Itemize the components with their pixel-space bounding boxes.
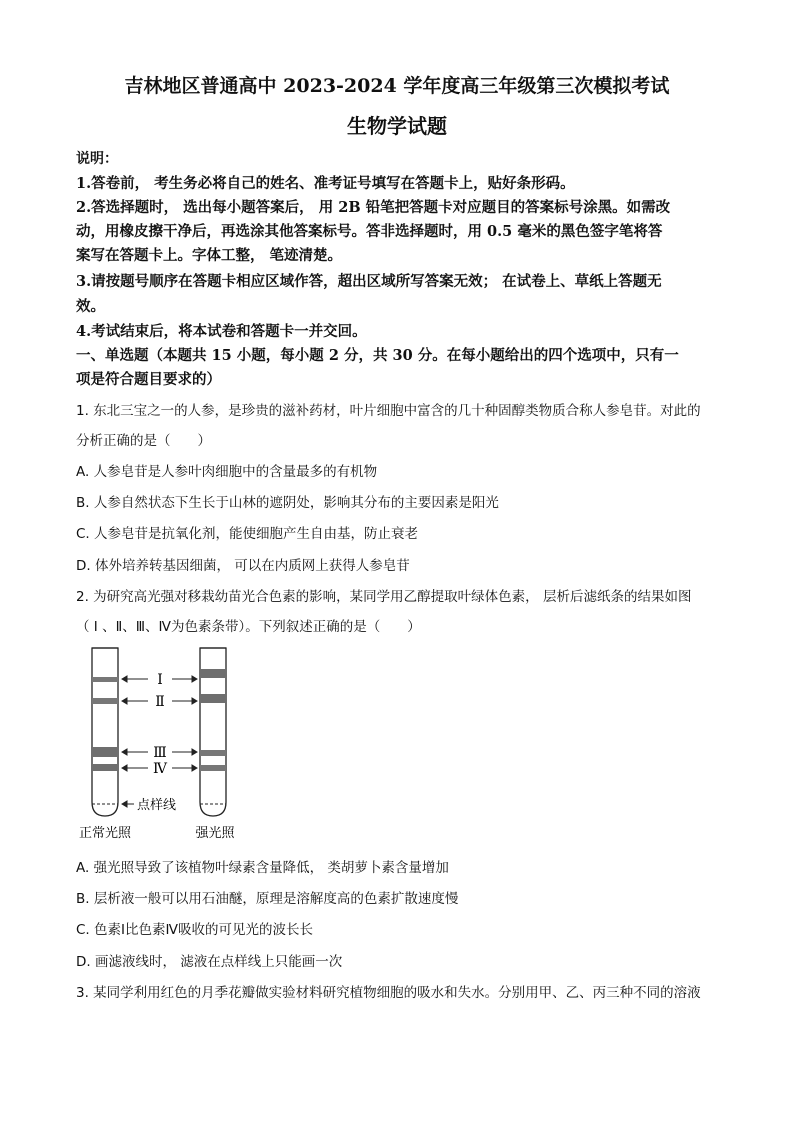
strip-normal-light: [92, 648, 118, 816]
instructions-heading: 说明：: [76, 151, 118, 167]
band-label-4: Ⅳ: [153, 761, 167, 777]
instruction-line: 4.考试结束后，将本试卷和答题卡一并交回。: [76, 323, 367, 340]
origin-line-label: 点样线: [137, 798, 177, 813]
exam-subtitle: 生物学试题: [347, 114, 447, 138]
instruction-line: 动，用橡皮擦干净后，再选涂其他答案标号。答非选择题时，用 0.5 毫米的黑色签字笔将答: [76, 223, 663, 240]
band-label-3: Ⅲ: [153, 745, 167, 761]
instruction-line: 2.答选择题时， 选出每小题答案后， 用 2B 铅笔把答题卡对应题目的答案标号涂黑。如需改: [76, 199, 671, 216]
question-1-stem: 分析正确的是（ ）: [76, 433, 211, 449]
question-1-option-d: D. 体外培养转基因细菌， 可以在内质网上获得人参皂苷: [76, 558, 410, 574]
exam-title: 吉林地区普通高中 2023-2024 学年度高三年级第三次模拟考试: [124, 75, 670, 97]
band-label-2: Ⅱ: [155, 694, 165, 710]
question-2-stem: 2. 为研究高光强对移栽幼苗光合色素的影响，某同学用乙醇提取叶绿体色素， 层析后滤纸条的结果如图: [76, 589, 692, 605]
question-1-option-a: A. 人参皂苷是人参叶肉细胞中的含量最多的有机物: [76, 464, 378, 480]
question-1-option-c: C. 人参皂苷是抗氧化剂，能使细胞产生自由基，防止衰老: [76, 526, 419, 542]
instruction-line: 3.请按题号顺序在答题卡相应区域作答，超出区域所写答案无效； 在试卷上、草纸上答题无: [76, 273, 662, 290]
band-strong-3: [200, 750, 226, 756]
band-normal-3: [92, 747, 118, 757]
section-heading: 项是符合题目要求的）: [76, 371, 221, 388]
band-normal-1: [92, 677, 118, 682]
chromatography-figure: [70, 640, 270, 845]
question-2-stem: （ Ⅰ 、Ⅱ、Ⅲ、Ⅳ为色素条带）。下列叙述正确的是（ ）: [76, 619, 421, 635]
strip-label-normal: 正常光照: [78, 826, 132, 841]
band-normal-4: [92, 764, 118, 771]
question-2-option-c: C. 色素Ⅰ比色素Ⅳ吸收的可见光的波长长: [76, 922, 313, 938]
question-2-option-b: B. 层析液一般可以用石油醚，原理是溶解度高的色素扩散速度慢: [76, 891, 459, 907]
band-strong-1: [200, 669, 226, 678]
instruction-line: 1.答卷前， 考生务必将自己的姓名、准考证号填写在答题卡上，贴好条形码。: [76, 175, 575, 192]
question-1-stem: 1. 东北三宝之一的人参，是珍贵的滋补药材，叶片细胞中富含的几十种固醇类物质合称人参皂苷。对此的: [76, 403, 701, 419]
band-normal-2: [92, 698, 118, 704]
question-2-option-d: D. 画滤液线时， 滤液在点样线上只能画一次: [76, 954, 343, 970]
instruction-line: 案写在答题卡上。字体工整， 笔迹清楚。: [76, 247, 343, 264]
instruction-line: 效。: [76, 298, 105, 315]
question-2-option-a: A. 强光照导致了该植物叶绿素含量降低， 类胡萝卜素含量增加: [76, 860, 449, 876]
band-label-1: Ⅰ: [157, 672, 163, 688]
band-strong-4: [200, 765, 226, 771]
question-1-option-b: B. 人参自然状态下生长于山林的遮阴处，影响其分布的主要因素是阳光: [76, 495, 499, 511]
question-3-stem: 3. 某同学利用红色的月季花瓣做实验材料研究植物细胞的吸水和失水。分别用甲、乙、丙三种不同的溶液: [76, 985, 701, 1001]
strip-label-strong: 强光照: [195, 826, 235, 841]
section-heading: 一、单选题（本题共 15 小题，每小题 2 分，共 30 分。在每小题给出的四个选项中，只有一: [76, 347, 679, 364]
band-strong-2: [200, 694, 226, 703]
strip-strong-light: [200, 648, 226, 816]
